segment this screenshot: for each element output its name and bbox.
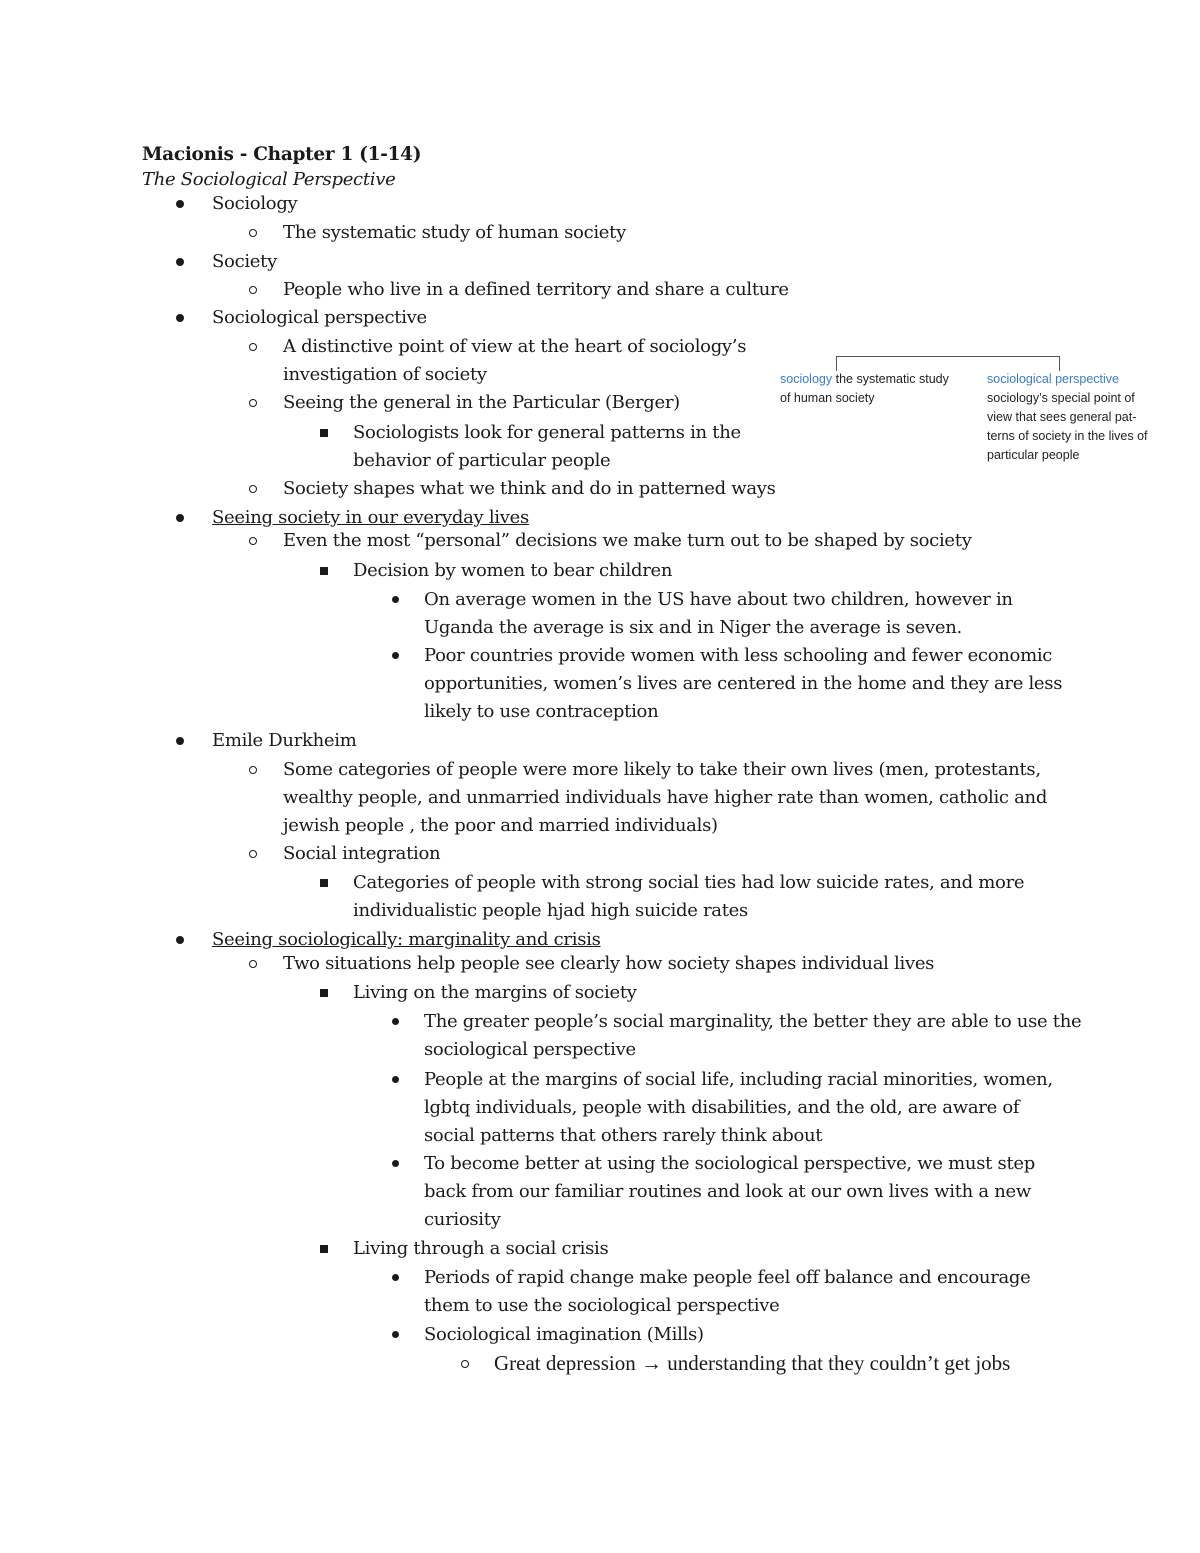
outline-item: Sociological imagination (Mills) [424,1324,704,1345]
outline-item-continuation: jewish people , the poor and married individuals) [283,815,718,836]
bullet-circle-icon [249,343,257,351]
bullet-dot-icon [392,1160,399,1167]
bullet-dot-icon [392,652,399,659]
outline-item: People who live in a defined territory and share a culture [283,279,789,300]
bullet-dot-icon [392,1018,399,1025]
bullet-disc-icon [176,200,184,208]
outline-item-continuation: social patterns that others rarely think about [424,1125,823,1146]
bullet-dot-icon [392,1331,399,1338]
bullet-disc-icon [176,737,184,745]
definition-text: the systematic study of human society [780,372,949,405]
outline-item: On average women in the US have about two children, however in [424,589,1013,610]
bullet-square-icon [320,429,328,437]
bullet-disc-icon [176,936,184,944]
bullet-square-icon [320,1245,328,1253]
bullet-circle-icon [249,850,257,858]
outline-item-continuation: curiosity [424,1209,501,1230]
outline-item-continuation: opportunities, women’s lives are centered in the home and they are less [424,673,1063,694]
definition-term: sociological perspective [987,372,1120,386]
outline-item-continuation: Uganda the average is six and in Niger the average is seven. [424,617,962,638]
bullet-circle-icon [249,485,257,493]
outline-item-continuation: back from our familiar routines and look at our own lives with a new [424,1181,1031,1202]
outline-item: Sociological perspective [212,307,427,328]
definition-text: sociology’s special point of view that sees general pat-terns of society in the lives of particular people [987,391,1148,462]
bullet-dot-icon [392,1076,399,1083]
definition-sociology [780,370,950,408]
outline-item-continuation: individualistic people hjad high suicide rates [353,900,748,921]
outline-item-continuation: sociological perspective [424,1039,636,1060]
bullet-dot-icon [392,596,399,603]
bullet-square-icon [320,567,328,575]
bullet-circle-icon [249,286,257,294]
definition-bracket [836,356,1060,371]
outline-item: Two situations help people see clearly how society shapes individual lives [283,953,935,974]
outline-item-continuation: behavior of particular people [353,450,611,471]
margin-definitions [778,354,1158,474]
outline-heading: Seeing sociologically: marginality and crisis [212,929,601,950]
outline-item: Even the most “personal” decisions we make turn out to be shaped by society [283,530,972,551]
definition-sociological-perspective [987,370,1157,465]
bullet-circle-icon [249,229,257,237]
outline-item-continuation: likely to use contraception [424,701,659,722]
outline-item: Great depression → understanding that they couldn’t get jobs [494,1351,1011,1375]
bullet-disc-icon [176,258,184,266]
bullet-dot-icon [392,1274,399,1281]
outline-item-continuation: lgbtq individuals, people with disabilities, and the old, are aware of [424,1097,1020,1118]
outline-item: Poor countries provide women with less schooling and fewer economic [424,645,1053,666]
bullet-circle-icon [249,766,257,774]
outline-item: To become better at using the sociological perspective, we must step [424,1153,1035,1174]
outline-heading: Seeing society in our everyday lives [212,507,529,528]
bullet-disc-icon [176,514,184,522]
outline-item-continuation: them to use the sociological perspective [424,1295,780,1316]
outline-item: Sociology [212,193,298,214]
bullet-circle-icon [249,399,257,407]
outline-item: Seeing the general in the Particular (Berger) [283,392,680,413]
outline-item-continuation: investigation of society [283,364,487,385]
outline-item: Periods of rapid change make people feel off balance and encourage [424,1267,1031,1288]
outline-item: Society [212,251,277,272]
outline-item: A distinctive point of view at the heart of sociology’s [283,336,747,357]
outline-item: Emile Durkheim [212,730,357,751]
outline-item: People at the margins of social life, including racial minorities, women, [424,1069,1053,1090]
bullet-circle-icon [249,537,257,545]
outline-item: The systematic study of human society [283,222,626,243]
definition-term: sociology [780,372,833,386]
bullet-disc-icon [176,314,184,322]
outline-item: Living on the margins of society [353,982,637,1003]
outline-item: Living through a social crisis [353,1238,609,1259]
outline-item: Sociologists look for general patterns in the [353,422,741,443]
outline-item: Decision by women to bear children [353,560,673,581]
document-title: Macionis - Chapter 1 (1-14) [142,144,422,165]
bullet-square-icon [320,989,328,997]
outline-item: Society shapes what we think and do in patterned ways [283,478,776,499]
outline-item: Social integration [283,843,441,864]
document-subtitle: The Sociological Perspective [142,169,396,190]
outline-item-continuation: wealthy people, and unmarried individuals have higher rate than women, catholic and [283,787,1048,808]
outline-item: The greater people’s social marginality, the better they are able to use the [424,1011,1082,1032]
bullet-circle-icon [461,1360,469,1368]
bullet-circle-icon [249,960,257,968]
outline-item: Categories of people with strong social ties had low suicide rates, and more [353,872,1025,893]
outline-item: Some categories of people were more likely to take their own lives (men, protestants, [283,759,1041,780]
bullet-square-icon [320,879,328,887]
